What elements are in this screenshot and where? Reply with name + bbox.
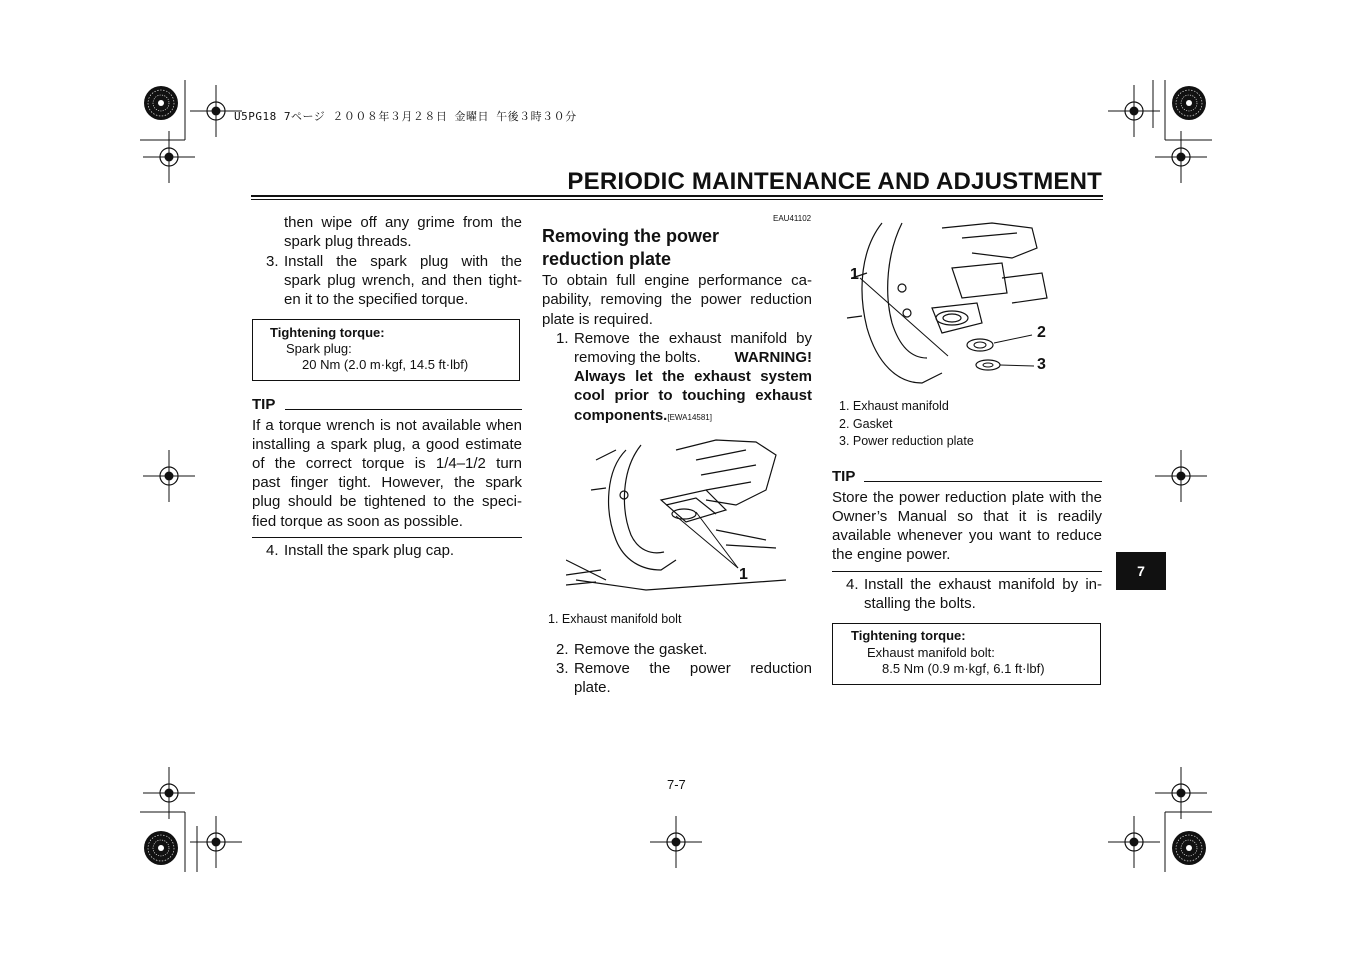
tip-line: fied torque as soon as possible.: [252, 513, 463, 530]
exhaust-bolt-torque-box: [832, 623, 1101, 685]
torque-item: Exhaust manifold bolt:: [867, 645, 995, 660]
figure1-callout: 1: [739, 566, 748, 583]
section-heading-line2: reduction plate: [542, 249, 672, 269]
header-rule-thin: [251, 199, 1103, 200]
col1-para1-line1: then wipe off any grime from the: [284, 214, 522, 231]
intro-line: To obtain full engine performance ca-: [542, 272, 812, 289]
col2-step1-line2: [574, 348, 812, 367]
tip-rule: [285, 409, 522, 410]
col1-step4-number: 4.: [266, 542, 279, 559]
figure2-caption: 3. Power reduction plate: [839, 434, 974, 448]
col1-step3-number: 3.: [266, 253, 279, 270]
tip-line: of the correct torque is 1/4–1/2 turn: [252, 455, 522, 472]
tip-line: past finger tight. However, the spark: [252, 474, 522, 491]
col1-step3-line2: spark plug wrench, and then tight-: [284, 272, 522, 289]
col3-step4-number: 4.: [846, 576, 859, 593]
col1-step3-line1: Install the spark plug with the: [284, 253, 522, 270]
warning-components: components.: [574, 407, 668, 424]
figure2-callout-3: 3: [1037, 356, 1046, 373]
tip-line: If a torque wrench is not available when: [252, 417, 522, 434]
tip-line: the engine power.: [832, 546, 951, 563]
tip-end-rule: [252, 537, 522, 538]
col2-step2-text: Remove the gasket.: [574, 641, 708, 658]
tip-line: Store the power reduction plate with the: [832, 489, 1102, 506]
col1-step3-line3: en it to the specified torque.: [284, 291, 469, 308]
tip-line: installing a spark plug, a good estimate: [252, 436, 522, 453]
intro-line: pability, removing the power reduction: [542, 291, 812, 308]
col2-step1-line1: Remove the exhaust manifold by: [574, 330, 812, 347]
torque-label: Tightening torque:: [270, 325, 385, 340]
torque-item: Spark plug:: [286, 341, 352, 356]
figure2-caption: 1. Exhaust manifold: [839, 399, 949, 413]
step1-remove-bolts: removing the bolts.: [574, 349, 701, 366]
col2-step1-number: 1.: [556, 330, 569, 347]
section-heading-line1: Removing the power: [542, 226, 720, 246]
torque-value: 20 Nm (2.0 m·kgf, 14.5 ft·lbf): [302, 357, 469, 372]
figure2-callout-1: 1: [850, 266, 859, 283]
page-number: 7-7: [667, 777, 686, 792]
col2-step3-number: 3.: [556, 660, 569, 677]
power-reduction-plate-figure: [842, 218, 1062, 388]
col2-step2-number: 2.: [556, 641, 569, 658]
warning-label: WARNING!: [734, 349, 812, 366]
exhaust-manifold-bolt-figure: [566, 430, 786, 595]
tip-label: TIP: [832, 468, 856, 485]
col3-step4-line1: Install the exhaust manifold by in-: [864, 576, 1102, 593]
intro-line: plate is required.: [542, 311, 653, 328]
figure2-callout-2: 2: [1037, 324, 1046, 341]
tip-end-rule: [832, 571, 1102, 572]
tip-line: Owner’s Manual so that it is readily: [832, 508, 1102, 525]
chapter-tab: 7: [1116, 552, 1166, 590]
figure1-caption: 1. Exhaust manifold bolt: [548, 612, 682, 626]
tip-line: plug should be tightened to the speci-: [252, 493, 522, 510]
col3-step4-line2: stalling the bolts.: [864, 595, 976, 612]
tip-rule: [864, 481, 1102, 482]
figure2-caption: 2. Gasket: [839, 417, 893, 431]
header-rule-thick: [251, 195, 1103, 197]
warning-line: cool prior to touching exhaust: [574, 387, 812, 404]
col2-step3-line1: Remove the power reduction: [574, 660, 812, 677]
section-code: EAU41102: [773, 214, 812, 223]
page-title: PERIODIC MAINTENANCE AND ADJUSTMENT: [567, 168, 1102, 195]
warning-line-last: [574, 406, 712, 427]
spark-plug-torque-box: [252, 319, 520, 381]
file-stamp: U5PG18 7ページ ２００８年３月２８日 金曜日 午後３時３０分: [234, 110, 577, 123]
tip-line: available whenever you want to reduce: [832, 527, 1102, 544]
warning-code: [EWA14581]: [667, 413, 712, 422]
warning-line: Always let the exhaust system: [574, 368, 812, 385]
torque-label: Tightening torque:: [851, 628, 966, 643]
col1-para1-line2: spark plug threads.: [284, 233, 412, 250]
torque-value: 8.5 Nm (0.9 m·kgf, 6.1 ft·lbf): [882, 661, 1045, 676]
col1-step4-text: Install the spark plug cap.: [284, 542, 455, 559]
col2-step3-line2: plate.: [574, 679, 611, 696]
tip-label: TIP: [252, 396, 276, 413]
